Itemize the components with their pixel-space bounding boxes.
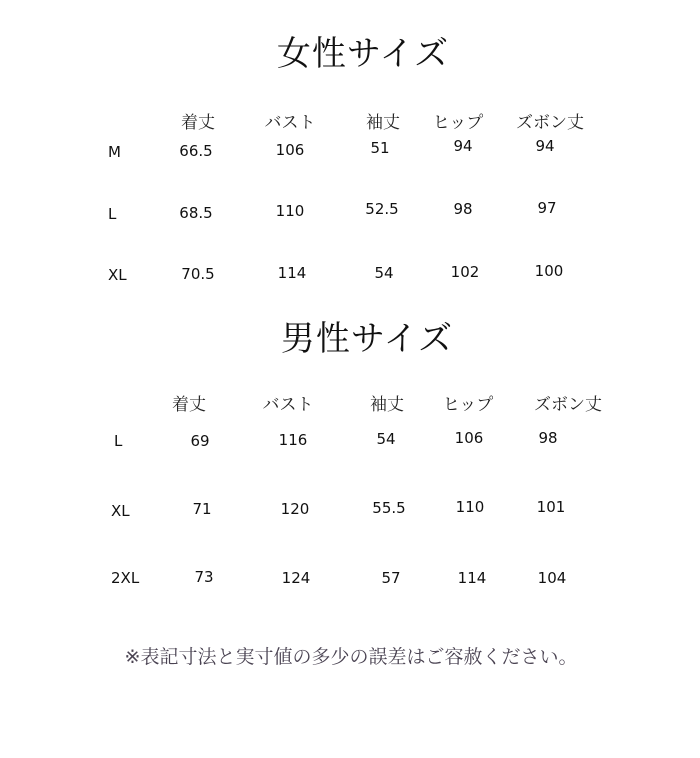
women-size-label: XL bbox=[108, 266, 127, 284]
size-disclaimer-note: ※表記寸法と実寸値の多少の誤差はご容赦ください。 bbox=[124, 646, 578, 668]
women-header-sleeve: 袖丈 bbox=[366, 113, 400, 133]
men-size-label: 2XL bbox=[111, 569, 140, 587]
women-cell-bust: 114 bbox=[277, 264, 307, 282]
women-cell-bust: 106 bbox=[275, 141, 305, 159]
women-cell-sleeve: 51 bbox=[370, 139, 390, 157]
women-cell-length: 66.5 bbox=[179, 142, 213, 160]
women-cell-length: 70.5 bbox=[181, 265, 215, 283]
men-cell-length: 73 bbox=[194, 568, 214, 586]
men-header-length: 着丈 bbox=[172, 395, 206, 415]
men-cell-sleeve: 55.5 bbox=[372, 499, 406, 517]
men-header-hip: ヒップ bbox=[442, 395, 494, 415]
women-header-bust: バスト bbox=[264, 113, 316, 133]
men-size-label: L bbox=[114, 432, 123, 450]
women-cell-hip: 94 bbox=[453, 137, 473, 155]
men-cell-pants-length: 98 bbox=[538, 429, 558, 447]
men-cell-hip: 110 bbox=[455, 498, 485, 516]
women-cell-hip: 98 bbox=[453, 200, 473, 218]
men-cell-sleeve: 57 bbox=[381, 569, 401, 587]
women-cell-length: 68.5 bbox=[179, 204, 213, 222]
men-cell-sleeve: 54 bbox=[376, 430, 396, 448]
men-cell-bust: 120 bbox=[280, 500, 310, 518]
women-header-hip: ヒップ bbox=[432, 113, 484, 133]
women-cell-bust: 110 bbox=[275, 202, 305, 220]
men-size-label: XL bbox=[111, 502, 130, 520]
men-cell-pants-length: 101 bbox=[536, 498, 566, 516]
women-header-length: 着丈 bbox=[181, 113, 215, 133]
women-cell-sleeve: 54 bbox=[374, 264, 394, 282]
men-cell-pants-length: 104 bbox=[537, 569, 567, 587]
women-header-pants-length: ズボン丈 bbox=[516, 113, 584, 133]
women-cell-hip: 102 bbox=[450, 263, 480, 281]
women-cell-pants-length: 94 bbox=[535, 137, 555, 155]
men-cell-bust: 116 bbox=[278, 431, 308, 449]
men-header-bust: バスト bbox=[262, 395, 314, 415]
men-cell-length: 69 bbox=[190, 432, 210, 450]
men-size-title: 男性サイズ bbox=[280, 319, 454, 359]
men-cell-hip: 106 bbox=[454, 429, 484, 447]
women-cell-sleeve: 52.5 bbox=[365, 200, 399, 218]
men-cell-bust: 124 bbox=[281, 569, 311, 587]
women-size-label: M bbox=[108, 143, 121, 161]
men-header-pants-length: ズボン丈 bbox=[534, 395, 602, 415]
men-cell-hip: 114 bbox=[457, 569, 487, 587]
women-size-label: L bbox=[108, 205, 117, 223]
men-cell-length: 71 bbox=[192, 500, 212, 518]
women-cell-pants-length: 100 bbox=[534, 262, 564, 280]
women-size-title: 女性サイズ bbox=[276, 34, 450, 74]
men-header-sleeve: 袖丈 bbox=[370, 395, 404, 415]
women-cell-pants-length: 97 bbox=[537, 199, 557, 217]
